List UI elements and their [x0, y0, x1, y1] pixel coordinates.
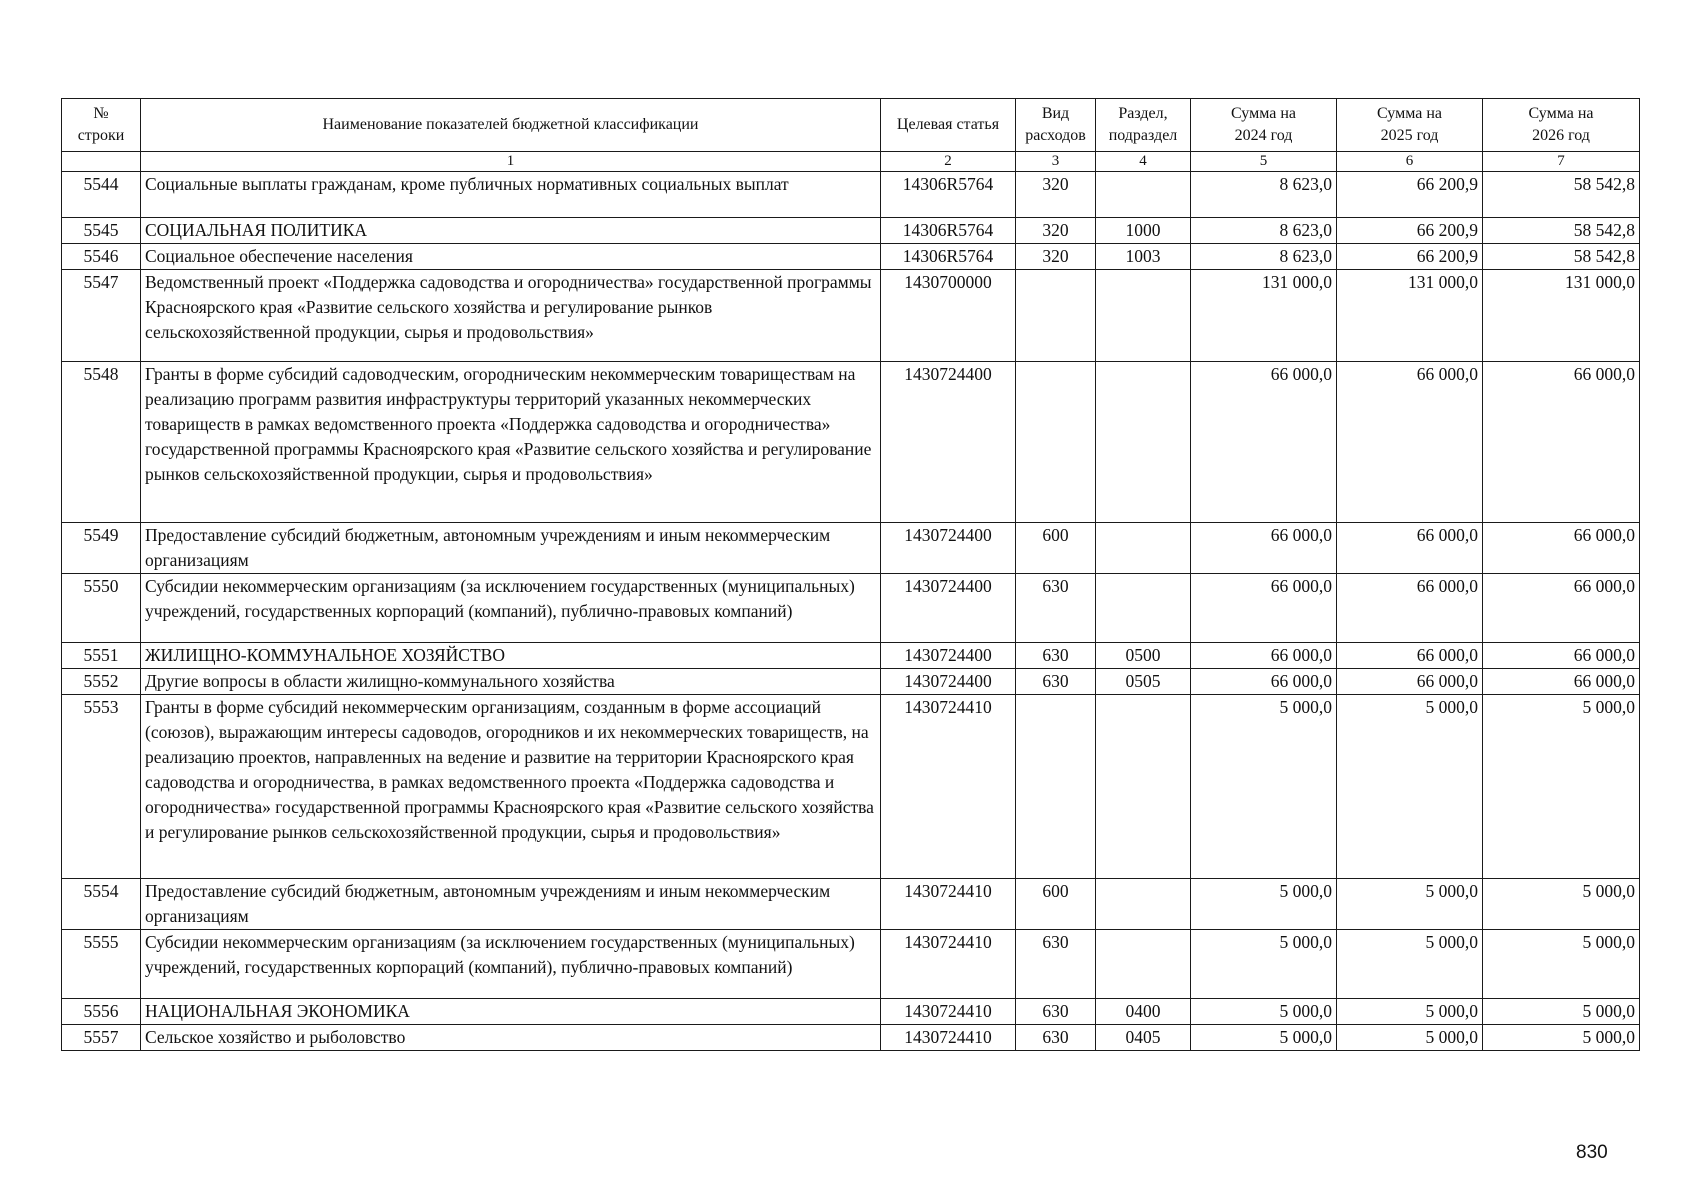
target-item-cell: 1430724400 [881, 574, 1016, 643]
table-row [62, 1025, 1640, 1051]
row-number-cell: 5547 [62, 270, 141, 362]
indicator-name-cell: Предоставление субсидий бюджетным, автономным учреждениям и иным некоммерческим организациям [141, 523, 881, 574]
row-number-cell: 5546 [62, 244, 141, 270]
row-number-cell: 5550 [62, 574, 141, 643]
row-number-cell: 5553 [62, 695, 141, 879]
section-cell: 1003 [1096, 244, 1191, 270]
sum-2026-cell: 58 542,8 [1483, 244, 1640, 270]
table-row [62, 930, 1640, 999]
sum-2026-cell: 5 000,0 [1483, 695, 1640, 879]
page-number: 830 [1576, 1142, 1608, 1163]
sum-2025-cell: 66 000,0 [1337, 669, 1483, 695]
sum-2025-cell: 66 200,9 [1337, 172, 1483, 218]
sum-2025-cell: 66 000,0 [1337, 643, 1483, 669]
sum-2026-cell: 66 000,0 [1483, 643, 1640, 669]
sum-2026-cell: 5 000,0 [1483, 930, 1640, 999]
indicator-name-cell: Субсидии некоммерческим организациям (за исключением государственных (муниципальных) учреждений, государственных корпораций (компаний), публично-правовых компаний) [141, 574, 881, 643]
header-sum-2024: Сумма на 2024 год [1191, 99, 1337, 152]
table-row [62, 218, 1640, 244]
target-item-cell: 14306R5764 [881, 218, 1016, 244]
expense-type-cell: 600 [1016, 879, 1096, 930]
sum-2025-cell: 66 000,0 [1337, 362, 1483, 523]
sum-2024-cell: 66 000,0 [1191, 362, 1337, 523]
table-row [62, 244, 1640, 270]
indicator-name-cell: Гранты в форме субсидий некоммерческим организациям, созданным в форме ассоциаций (союзов), выражающим интересы садоводов, огородников и их некоммерческих товариществ, на реализацию проектов, направленных на ведение и развитие на территории Красноярского края садоводства и огородничества, в рамках ведомственного проекта «Поддержка садоводства и огородничества» государственной программы Красноярского края «Развитие сельского хозяйства и регулирование рынков сельскохозяйственной продукции, сырья и продовольствия» [141, 695, 881, 879]
expense-type-cell: 630 [1016, 574, 1096, 643]
indicator-name-cell: Гранты в форме субсидий садоводческим, огородническим некоммерческим товариществам на реализацию программ развития инфраструктуры территорий указанных некоммерческих товариществ в рамках ведомственного проекта «Поддержка садоводства и огородничества» государственной программы Красноярского края «Развитие сельского хозяйства и регулирование рынков сельскохозяйственной продукции, сырья и продовольствия» [141, 362, 881, 523]
section-cell: 0505 [1096, 669, 1191, 695]
target-item-cell: 1430700000 [881, 270, 1016, 362]
section-cell [1096, 172, 1191, 218]
section-cell [1096, 362, 1191, 523]
target-item-cell: 14306R5764 [881, 244, 1016, 270]
column-number-cell: 3 [1016, 152, 1096, 172]
target-item-cell: 1430724410 [881, 1025, 1016, 1051]
row-number-cell: 5545 [62, 218, 141, 244]
column-number-cell: 4 [1096, 152, 1191, 172]
indicator-name-cell: НАЦИОНАЛЬНАЯ ЭКОНОМИКА [141, 999, 881, 1025]
indicator-name-cell: Ведомственный проект «Поддержка садоводства и огородничества» государственной программы Красноярского края «Развитие сельского хозяйства и регулирование рынков сельскохозяйственной продукции, сырья и продовольствия» [141, 270, 881, 362]
section-cell: 0500 [1096, 643, 1191, 669]
table-row [62, 523, 1640, 574]
table-row [62, 999, 1640, 1025]
table-row [62, 669, 1640, 695]
sum-2024-cell: 66 000,0 [1191, 669, 1337, 695]
target-item-cell: 1430724400 [881, 523, 1016, 574]
column-number-cell: 6 [1337, 152, 1483, 172]
sum-2026-cell: 5 000,0 [1483, 999, 1640, 1025]
sum-2025-cell: 131 000,0 [1337, 270, 1483, 362]
header-row-number: № строки [62, 99, 141, 152]
sum-2024-cell: 5 000,0 [1191, 695, 1337, 879]
section-cell: 0400 [1096, 999, 1191, 1025]
header-sum-2026: Сумма на 2026 год [1483, 99, 1640, 152]
row-number-cell: 5554 [62, 879, 141, 930]
row-number-cell: 5544 [62, 172, 141, 218]
sum-2025-cell: 5 000,0 [1337, 999, 1483, 1025]
expense-type-cell: 630 [1016, 669, 1096, 695]
sum-2026-cell: 66 000,0 [1483, 669, 1640, 695]
expense-type-cell [1016, 695, 1096, 879]
table-row [62, 362, 1640, 523]
sum-2026-cell: 66 000,0 [1483, 574, 1640, 643]
column-number-cell: 2 [881, 152, 1016, 172]
expense-type-cell: 600 [1016, 523, 1096, 574]
document-page [61, 98, 1640, 1051]
table-row [62, 270, 1640, 362]
row-number-cell: 5557 [62, 1025, 141, 1051]
budget-table [61, 98, 1640, 1051]
expense-type-cell [1016, 270, 1096, 362]
sum-2026-cell: 5 000,0 [1483, 1025, 1640, 1051]
sum-2025-cell: 66 200,9 [1337, 244, 1483, 270]
table-row [62, 695, 1640, 879]
sum-2024-cell: 5 000,0 [1191, 930, 1337, 999]
sum-2025-cell: 5 000,0 [1337, 930, 1483, 999]
indicator-name-cell: ЖИЛИЩНО-КОММУНАЛЬНОЕ ХОЗЯЙСТВО [141, 643, 881, 669]
column-number-cell [62, 152, 141, 172]
expense-type-cell [1016, 362, 1096, 523]
sum-2025-cell: 66 000,0 [1337, 523, 1483, 574]
section-cell [1096, 930, 1191, 999]
expense-type-cell: 320 [1016, 244, 1096, 270]
indicator-name-cell: Предоставление субсидий бюджетным, автономным учреждениям и иным некоммерческим организациям [141, 879, 881, 930]
sum-2026-cell: 66 000,0 [1483, 362, 1640, 523]
target-item-cell: 1430724400 [881, 643, 1016, 669]
target-item-cell: 1430724400 [881, 362, 1016, 523]
sum-2026-cell: 58 542,8 [1483, 218, 1640, 244]
sum-2024-cell: 131 000,0 [1191, 270, 1337, 362]
expense-type-cell: 630 [1016, 643, 1096, 669]
expense-type-cell: 630 [1016, 999, 1096, 1025]
header-sum-2025: Сумма на 2025 год [1337, 99, 1483, 152]
column-numbers-row [62, 152, 1640, 172]
target-item-cell: 14306R5764 [881, 172, 1016, 218]
sum-2024-cell: 5 000,0 [1191, 879, 1337, 930]
sum-2024-cell: 8 623,0 [1191, 244, 1337, 270]
sum-2024-cell: 66 000,0 [1191, 574, 1337, 643]
sum-2025-cell: 5 000,0 [1337, 1025, 1483, 1051]
sum-2024-cell: 66 000,0 [1191, 643, 1337, 669]
row-number-cell: 5548 [62, 362, 141, 523]
row-number-cell: 5556 [62, 999, 141, 1025]
target-item-cell: 1430724410 [881, 695, 1016, 879]
sum-2024-cell: 8 623,0 [1191, 218, 1337, 244]
row-number-cell: 5555 [62, 930, 141, 999]
sum-2024-cell: 8 623,0 [1191, 172, 1337, 218]
column-number-cell: 5 [1191, 152, 1337, 172]
expense-type-cell: 630 [1016, 1025, 1096, 1051]
section-cell: 0405 [1096, 1025, 1191, 1051]
section-cell [1096, 879, 1191, 930]
section-cell [1096, 574, 1191, 643]
table-row [62, 643, 1640, 669]
header-section-subsection: Раздел, подраздел [1096, 99, 1191, 152]
header-target-item: Целевая статья [881, 99, 1016, 152]
header-expense-type: Вид расходов [1016, 99, 1096, 152]
row-number-cell: 5552 [62, 669, 141, 695]
sum-2025-cell: 66 000,0 [1337, 574, 1483, 643]
table-row [62, 574, 1640, 643]
sum-2025-cell: 66 200,9 [1337, 218, 1483, 244]
target-item-cell: 1430724410 [881, 930, 1016, 999]
indicator-name-cell: Социальные выплаты гражданам, кроме публичных нормативных социальных выплат [141, 172, 881, 218]
sum-2026-cell: 58 542,8 [1483, 172, 1640, 218]
section-cell [1096, 695, 1191, 879]
expense-type-cell: 320 [1016, 218, 1096, 244]
sum-2024-cell: 66 000,0 [1191, 523, 1337, 574]
sum-2026-cell: 131 000,0 [1483, 270, 1640, 362]
column-number-cell: 1 [141, 152, 881, 172]
expense-type-cell: 630 [1016, 930, 1096, 999]
indicator-name-cell: Сельское хозяйство и рыболовство [141, 1025, 881, 1051]
header-indicator-name: Наименование показателей бюджетной классификации [141, 99, 881, 152]
table-row [62, 879, 1640, 930]
row-number-cell: 5549 [62, 523, 141, 574]
indicator-name-cell: Другие вопросы в области жилищно-коммунального хозяйства [141, 669, 881, 695]
table-row [62, 172, 1640, 218]
expense-type-cell: 320 [1016, 172, 1096, 218]
section-cell [1096, 270, 1191, 362]
target-item-cell: 1430724410 [881, 879, 1016, 930]
target-item-cell: 1430724410 [881, 999, 1016, 1025]
sum-2024-cell: 5 000,0 [1191, 999, 1337, 1025]
section-cell [1096, 523, 1191, 574]
header-row [62, 99, 1640, 152]
section-cell: 1000 [1096, 218, 1191, 244]
indicator-name-cell: Субсидии некоммерческим организациям (за исключением государственных (муниципальных) учреждений, государственных корпораций (компаний), публично-правовых компаний) [141, 930, 881, 999]
target-item-cell: 1430724400 [881, 669, 1016, 695]
sum-2026-cell: 5 000,0 [1483, 879, 1640, 930]
sum-2025-cell: 5 000,0 [1337, 879, 1483, 930]
sum-2026-cell: 66 000,0 [1483, 523, 1640, 574]
indicator-name-cell: СОЦИАЛЬНАЯ ПОЛИТИКА [141, 218, 881, 244]
indicator-name-cell: Социальное обеспечение населения [141, 244, 881, 270]
row-number-cell: 5551 [62, 643, 141, 669]
sum-2024-cell: 5 000,0 [1191, 1025, 1337, 1051]
table-header [62, 99, 1640, 172]
sum-2025-cell: 5 000,0 [1337, 695, 1483, 879]
table-body [62, 172, 1640, 1051]
column-number-cell: 7 [1483, 152, 1640, 172]
